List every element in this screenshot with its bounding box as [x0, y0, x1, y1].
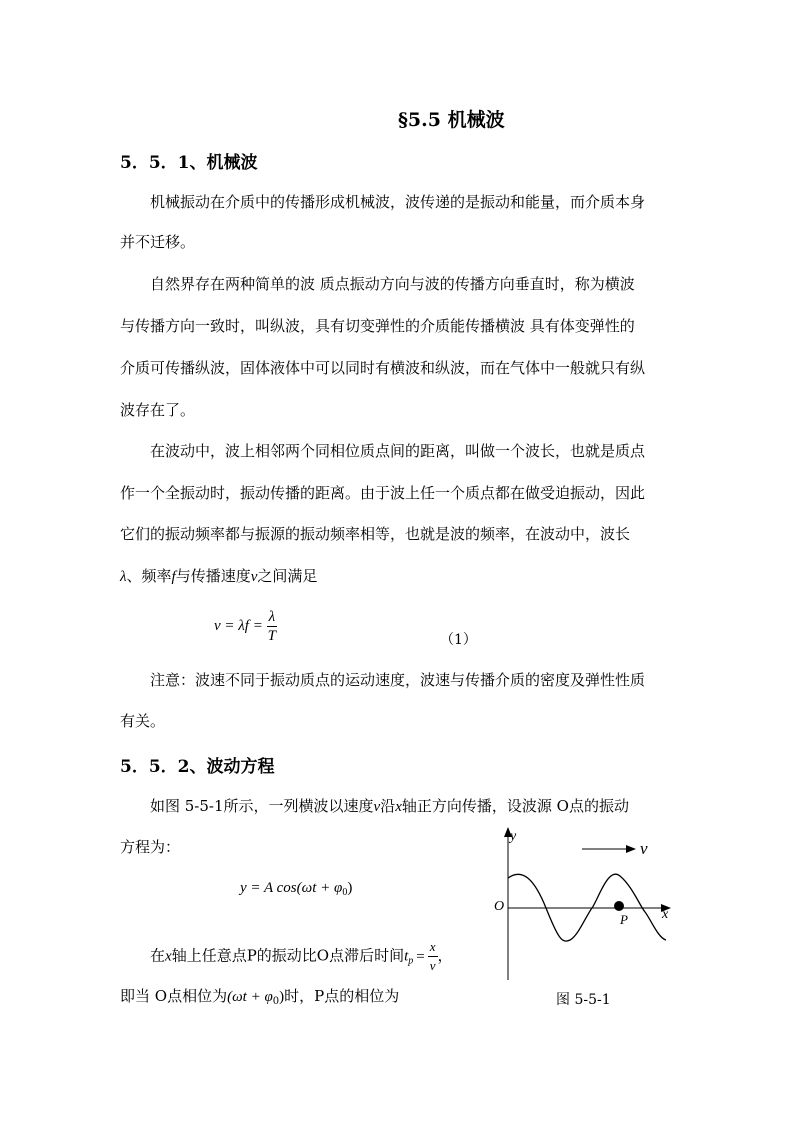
note-line1: 注意：波速不同于振动质点的运动速度，波速与传播介质的密度及弹性性质 — [150, 671, 646, 689]
point-p-label: P — [620, 912, 628, 927]
x-axis-label: x — [662, 907, 669, 922]
origin-label: O — [494, 899, 505, 914]
para2-line3: 介质可传播纵波，固体液体中可以同时有横波和纵波，而在气体中一般就只有纵 — [120, 359, 646, 377]
formula-wave-speed: v = λf = $\frac{\lambda}{T}$ — [214, 609, 276, 644]
s2-line2: 方程为： — [120, 838, 181, 856]
section-heading-2: 5．5．2、波动方程 — [120, 757, 275, 777]
fraction-x-over-v: $\frac{x}{v}$ — [429, 939, 436, 973]
para2-line1: 自然界存在两种简单的波 质点振动方向与波的传播方向垂直时，称为横波 — [150, 275, 635, 293]
y-axis-label: y — [510, 829, 517, 844]
symbol-f: f — [171, 569, 176, 585]
s2-line3: 在x轴上任意点P的振动比O点滞后时间$t_p$ = $\frac{x}{v}$ ， — [150, 939, 453, 973]
para1-line1: 机械振动在介质中的传播形成机械波，波传递的是振动和能量，而介质本身 — [150, 193, 646, 211]
s2-line4: 即当 O点相位为$(\omega t + \varphi_0)$时，P点的相位为 — [120, 987, 400, 1007]
velocity-label: v — [640, 839, 648, 858]
para3-line2: 作一个全振动时，振动传播的距离。由于波上任一个质点都在做受迫振动，因此 — [120, 484, 646, 502]
note-line2: 有关。 — [120, 712, 166, 730]
para3-line4: λ、频率f与传播速度v之间满足 — [120, 567, 318, 585]
para2-line4: 波存在了。 — [120, 401, 196, 419]
point-p-marker — [614, 901, 624, 911]
formula-number-1: （1） — [440, 632, 477, 648]
para3-line3: 它们的振动频率都与振源的振动频率相等，也就是波的频率，在波动中，波长 — [120, 525, 631, 543]
fraction-lambda-over-T: $\frac{\lambda}{T}$ — [267, 609, 276, 644]
para1-line2: 并不迁移。 — [120, 233, 196, 251]
section-heading-1: 5．5．1、机械波 — [120, 153, 258, 173]
s2-line1: 如图 5-5-1所示，一列横波以速度v沿x轴正方向传播，设波源 O点的振动 — [150, 797, 629, 815]
para2-line2: 与传播方向一致时，叫纵波，具有切变弹性的介质能传播横波 具有体变弹性的 — [120, 317, 635, 335]
symbol-lambda: λ — [120, 569, 127, 585]
symbol-v: v — [250, 569, 258, 585]
figure-caption: 图 5-5-1 — [556, 992, 611, 1008]
formula-source-oscillation: y = A $\cos(\omega t + \varphi_0)$ — [240, 880, 353, 898]
wave-figure — [490, 820, 690, 995]
para3-line1: 在波动中，波上相邻两个同相位质点间的距离，叫做一个波长，也就是质点 — [150, 442, 646, 460]
page-title: §5.5 机械波 — [398, 109, 505, 131]
